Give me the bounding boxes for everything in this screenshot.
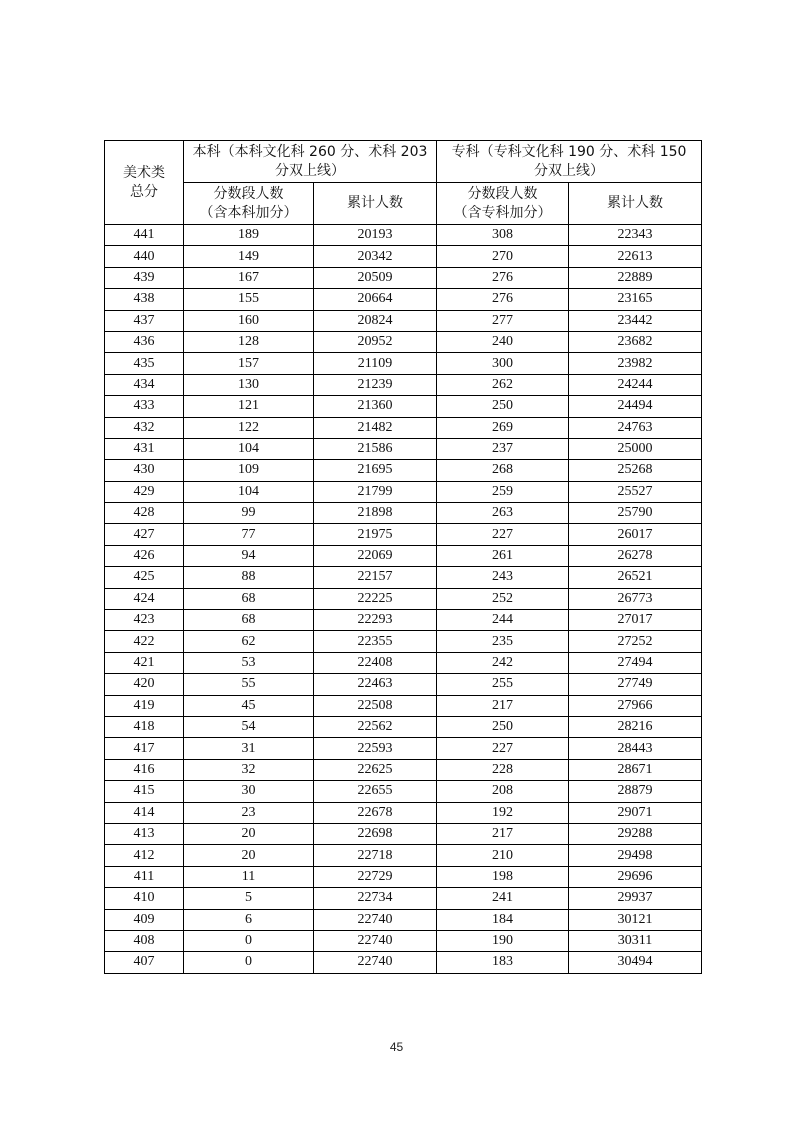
cell-benke-count: 109 [184, 460, 314, 481]
cell-zhuanke-count: 227 [437, 524, 569, 545]
table-row [105, 225, 702, 246]
cell-benke-cumulative: 22463 [314, 674, 437, 695]
cell-benke-count: 149 [184, 246, 314, 267]
cell-total-score: 419 [105, 695, 184, 716]
table-row [105, 289, 702, 310]
cell-benke-cumulative: 22293 [314, 610, 437, 631]
cell-zhuanke-count: 241 [437, 888, 569, 909]
cell-benke-cumulative: 22593 [314, 738, 437, 759]
cell-zhuanke-cumulative: 28879 [569, 781, 702, 802]
table-row [105, 374, 702, 395]
cell-benke-count: 160 [184, 310, 314, 331]
cell-benke-count: 155 [184, 289, 314, 310]
table-row [105, 310, 702, 331]
cell-benke-cumulative: 22655 [314, 781, 437, 802]
cell-benke-cumulative: 20193 [314, 225, 437, 246]
header-benke-count [184, 183, 314, 225]
cell-benke-count: 167 [184, 267, 314, 288]
table-row [105, 695, 702, 716]
table-row [105, 524, 702, 545]
cell-zhuanke-cumulative: 27749 [569, 674, 702, 695]
header-benke-cumulative: 累计人数 [314, 183, 437, 225]
cell-zhuanke-cumulative: 25268 [569, 460, 702, 481]
table-row [105, 460, 702, 481]
cell-benke-count: 31 [184, 738, 314, 759]
header-zhuanke-count-line1: 分数段人数 [467, 185, 538, 202]
header-benke-count-line1: 分数段人数 [213, 185, 284, 202]
table-row [105, 396, 702, 417]
cell-zhuanke-count: 259 [437, 481, 569, 502]
cell-total-score: 414 [105, 802, 184, 823]
cell-total-score: 416 [105, 759, 184, 780]
cell-zhuanke-count: 270 [437, 246, 569, 267]
cell-benke-count: 6 [184, 909, 314, 930]
cell-zhuanke-cumulative: 26521 [569, 567, 702, 588]
cell-benke-count: 45 [184, 695, 314, 716]
cell-total-score: 439 [105, 267, 184, 288]
cell-benke-cumulative: 21898 [314, 503, 437, 524]
cell-total-score: 430 [105, 460, 184, 481]
header-zhuanke-group [437, 141, 702, 183]
cell-benke-cumulative: 22157 [314, 567, 437, 588]
cell-zhuanke-count: 276 [437, 267, 569, 288]
header-benke-group-line1: 本科（本科文化科 260 分、术科 203 [192, 143, 428, 160]
cell-benke-count: 121 [184, 396, 314, 417]
cell-zhuanke-count: 252 [437, 588, 569, 609]
cell-benke-cumulative: 22069 [314, 545, 437, 566]
cell-zhuanke-count: 261 [437, 545, 569, 566]
cell-benke-cumulative: 21975 [314, 524, 437, 545]
cell-benke-cumulative: 20952 [314, 331, 437, 352]
table-row [105, 866, 702, 887]
cell-total-score: 441 [105, 225, 184, 246]
table-row [105, 674, 702, 695]
table-row [105, 888, 702, 909]
cell-benke-count: 0 [184, 930, 314, 951]
cell-zhuanke-count: 237 [437, 438, 569, 459]
cell-benke-cumulative: 22225 [314, 588, 437, 609]
cell-total-score: 421 [105, 652, 184, 673]
cell-total-score: 426 [105, 545, 184, 566]
cell-benke-count: 99 [184, 503, 314, 524]
cell-benke-cumulative: 22698 [314, 823, 437, 844]
cell-zhuanke-cumulative: 30311 [569, 930, 702, 951]
cell-benke-count: 54 [184, 716, 314, 737]
cell-zhuanke-count: 210 [437, 845, 569, 866]
cell-total-score: 428 [105, 503, 184, 524]
cell-benke-count: 11 [184, 866, 314, 887]
table-row [105, 503, 702, 524]
cell-zhuanke-cumulative: 27494 [569, 652, 702, 673]
cell-zhuanke-count: 250 [437, 396, 569, 417]
cell-zhuanke-cumulative: 26017 [569, 524, 702, 545]
table-row [105, 952, 702, 973]
cell-total-score: 417 [105, 738, 184, 759]
cell-zhuanke-cumulative: 24494 [569, 396, 702, 417]
cell-total-score: 420 [105, 674, 184, 695]
cell-zhuanke-count: 250 [437, 716, 569, 737]
cell-zhuanke-count: 300 [437, 353, 569, 374]
cell-benke-cumulative: 20664 [314, 289, 437, 310]
cell-benke-count: 5 [184, 888, 314, 909]
table-row [105, 631, 702, 652]
table-body [105, 225, 702, 974]
cell-zhuanke-cumulative: 22613 [569, 246, 702, 267]
cell-zhuanke-count: 255 [437, 674, 569, 695]
cell-total-score: 408 [105, 930, 184, 951]
cell-total-score: 429 [105, 481, 184, 502]
header-zhuanke-group-line2: 分双上线） [534, 162, 605, 179]
cell-zhuanke-cumulative: 27017 [569, 610, 702, 631]
table-row [105, 738, 702, 759]
cell-zhuanke-count: 198 [437, 866, 569, 887]
cell-benke-cumulative: 20824 [314, 310, 437, 331]
cell-benke-cumulative: 22734 [314, 888, 437, 909]
cell-zhuanke-cumulative: 22889 [569, 267, 702, 288]
cell-zhuanke-count: 228 [437, 759, 569, 780]
header-total-score [105, 141, 184, 225]
cell-benke-count: 55 [184, 674, 314, 695]
table-row [105, 331, 702, 352]
table-row [105, 930, 702, 951]
header-total-score-line2: 总分 [130, 183, 158, 200]
cell-total-score: 415 [105, 781, 184, 802]
cell-benke-count: 53 [184, 652, 314, 673]
table-row [105, 759, 702, 780]
cell-total-score: 422 [105, 631, 184, 652]
cell-zhuanke-cumulative: 27966 [569, 695, 702, 716]
cell-total-score: 413 [105, 823, 184, 844]
header-zhuanke-count-line2: （含专科加分） [453, 204, 552, 221]
cell-zhuanke-count: 262 [437, 374, 569, 395]
table-row [105, 481, 702, 502]
header-zhuanke-count [437, 183, 569, 225]
cell-zhuanke-cumulative: 29937 [569, 888, 702, 909]
cell-benke-cumulative: 22740 [314, 952, 437, 973]
cell-zhuanke-cumulative: 25527 [569, 481, 702, 502]
cell-benke-count: 20 [184, 845, 314, 866]
cell-total-score: 411 [105, 866, 184, 887]
table-row [105, 823, 702, 844]
table-row [105, 610, 702, 631]
cell-zhuanke-cumulative: 24244 [569, 374, 702, 395]
cell-zhuanke-count: 190 [437, 930, 569, 951]
cell-benke-count: 20 [184, 823, 314, 844]
cell-benke-count: 68 [184, 610, 314, 631]
cell-benke-count: 62 [184, 631, 314, 652]
cell-benke-cumulative: 22355 [314, 631, 437, 652]
cell-zhuanke-count: 217 [437, 695, 569, 716]
cell-zhuanke-cumulative: 29288 [569, 823, 702, 844]
cell-zhuanke-cumulative: 29071 [569, 802, 702, 823]
cell-total-score: 412 [105, 845, 184, 866]
cell-benke-cumulative: 22740 [314, 930, 437, 951]
cell-zhuanke-count: 184 [437, 909, 569, 930]
cell-total-score: 431 [105, 438, 184, 459]
cell-zhuanke-cumulative: 27252 [569, 631, 702, 652]
cell-total-score: 435 [105, 353, 184, 374]
cell-benke-cumulative: 21360 [314, 396, 437, 417]
table-row [105, 567, 702, 588]
cell-benke-count: 30 [184, 781, 314, 802]
cell-total-score: 432 [105, 417, 184, 438]
header-zhuanke-group-line1: 专科（专科文化科 190 分、术科 150 [451, 143, 687, 160]
cell-benke-cumulative: 22408 [314, 652, 437, 673]
cell-benke-cumulative: 22678 [314, 802, 437, 823]
table-row [105, 588, 702, 609]
header-benke-count-line2: （含本科加分） [199, 204, 298, 221]
cell-benke-count: 94 [184, 545, 314, 566]
cell-zhuanke-cumulative: 22343 [569, 225, 702, 246]
cell-benke-count: 104 [184, 438, 314, 459]
header-benke-group-line2: 分双上线） [275, 162, 345, 179]
cell-benke-count: 77 [184, 524, 314, 545]
table-row [105, 716, 702, 737]
cell-zhuanke-count: 244 [437, 610, 569, 631]
cell-zhuanke-count: 242 [437, 652, 569, 673]
cell-zhuanke-cumulative: 28216 [569, 716, 702, 737]
cell-benke-count: 104 [184, 481, 314, 502]
cell-benke-cumulative: 20342 [314, 246, 437, 267]
cell-zhuanke-count: 192 [437, 802, 569, 823]
cell-zhuanke-cumulative: 23682 [569, 331, 702, 352]
cell-benke-cumulative: 22729 [314, 866, 437, 887]
cell-zhuanke-cumulative: 23982 [569, 353, 702, 374]
score-distribution-table [104, 140, 702, 974]
table-row [105, 909, 702, 930]
cell-zhuanke-cumulative: 28671 [569, 759, 702, 780]
cell-total-score: 436 [105, 331, 184, 352]
cell-benke-cumulative: 21799 [314, 481, 437, 502]
cell-zhuanke-cumulative: 29498 [569, 845, 702, 866]
cell-benke-count: 130 [184, 374, 314, 395]
cell-zhuanke-cumulative: 30121 [569, 909, 702, 930]
table-row [105, 353, 702, 374]
table-row [105, 781, 702, 802]
header-benke-group [184, 141, 437, 183]
cell-benke-cumulative: 22508 [314, 695, 437, 716]
cell-benke-count: 0 [184, 952, 314, 973]
cell-total-score: 418 [105, 716, 184, 737]
cell-total-score: 410 [105, 888, 184, 909]
cell-zhuanke-count: 268 [437, 460, 569, 481]
cell-benke-cumulative: 21109 [314, 353, 437, 374]
table-row [105, 417, 702, 438]
cell-total-score: 437 [105, 310, 184, 331]
cell-zhuanke-count: 308 [437, 225, 569, 246]
cell-benke-cumulative: 21239 [314, 374, 437, 395]
cell-zhuanke-count: 227 [437, 738, 569, 759]
cell-zhuanke-cumulative: 23165 [569, 289, 702, 310]
cell-benke-cumulative: 21482 [314, 417, 437, 438]
cell-benke-cumulative: 21586 [314, 438, 437, 459]
header-total-score-line1: 美术类 [123, 164, 165, 181]
cell-benke-cumulative: 22740 [314, 909, 437, 930]
table-row [105, 802, 702, 823]
cell-zhuanke-cumulative: 28443 [569, 738, 702, 759]
cell-benke-cumulative: 22625 [314, 759, 437, 780]
cell-total-score: 427 [105, 524, 184, 545]
cell-zhuanke-count: 235 [437, 631, 569, 652]
table-row [105, 652, 702, 673]
table-row [105, 438, 702, 459]
cell-zhuanke-cumulative: 26773 [569, 588, 702, 609]
table-row [105, 267, 702, 288]
cell-zhuanke-cumulative: 23442 [569, 310, 702, 331]
cell-zhuanke-cumulative: 29696 [569, 866, 702, 887]
cell-zhuanke-count: 183 [437, 952, 569, 973]
page-number: 45 [389, 1040, 404, 1054]
cell-zhuanke-count: 240 [437, 331, 569, 352]
cell-benke-count: 122 [184, 417, 314, 438]
table-row [105, 545, 702, 566]
cell-zhuanke-cumulative: 26278 [569, 545, 702, 566]
cell-benke-count: 32 [184, 759, 314, 780]
cell-zhuanke-count: 269 [437, 417, 569, 438]
table-row [105, 845, 702, 866]
cell-benke-cumulative: 21695 [314, 460, 437, 481]
cell-zhuanke-cumulative: 30494 [569, 952, 702, 973]
cell-benke-count: 189 [184, 225, 314, 246]
cell-zhuanke-count: 217 [437, 823, 569, 844]
cell-total-score: 440 [105, 246, 184, 267]
cell-benke-cumulative: 22718 [314, 845, 437, 866]
cell-total-score: 438 [105, 289, 184, 310]
cell-zhuanke-cumulative: 24763 [569, 417, 702, 438]
cell-total-score: 434 [105, 374, 184, 395]
cell-total-score: 407 [105, 952, 184, 973]
cell-benke-count: 68 [184, 588, 314, 609]
cell-total-score: 409 [105, 909, 184, 930]
cell-benke-count: 88 [184, 567, 314, 588]
cell-total-score: 424 [105, 588, 184, 609]
cell-benke-count: 23 [184, 802, 314, 823]
cell-zhuanke-count: 208 [437, 781, 569, 802]
cell-zhuanke-count: 243 [437, 567, 569, 588]
cell-zhuanke-count: 277 [437, 310, 569, 331]
cell-zhuanke-count: 263 [437, 503, 569, 524]
cell-zhuanke-cumulative: 25790 [569, 503, 702, 524]
cell-total-score: 425 [105, 567, 184, 588]
header-zhuanke-cumulative: 累计人数 [569, 183, 702, 225]
cell-benke-cumulative: 20509 [314, 267, 437, 288]
table-row [105, 246, 702, 267]
cell-benke-count: 157 [184, 353, 314, 374]
cell-benke-cumulative: 22562 [314, 716, 437, 737]
cell-zhuanke-cumulative: 25000 [569, 438, 702, 459]
cell-benke-count: 128 [184, 331, 314, 352]
cell-total-score: 433 [105, 396, 184, 417]
cell-total-score: 423 [105, 610, 184, 631]
cell-zhuanke-count: 276 [437, 289, 569, 310]
